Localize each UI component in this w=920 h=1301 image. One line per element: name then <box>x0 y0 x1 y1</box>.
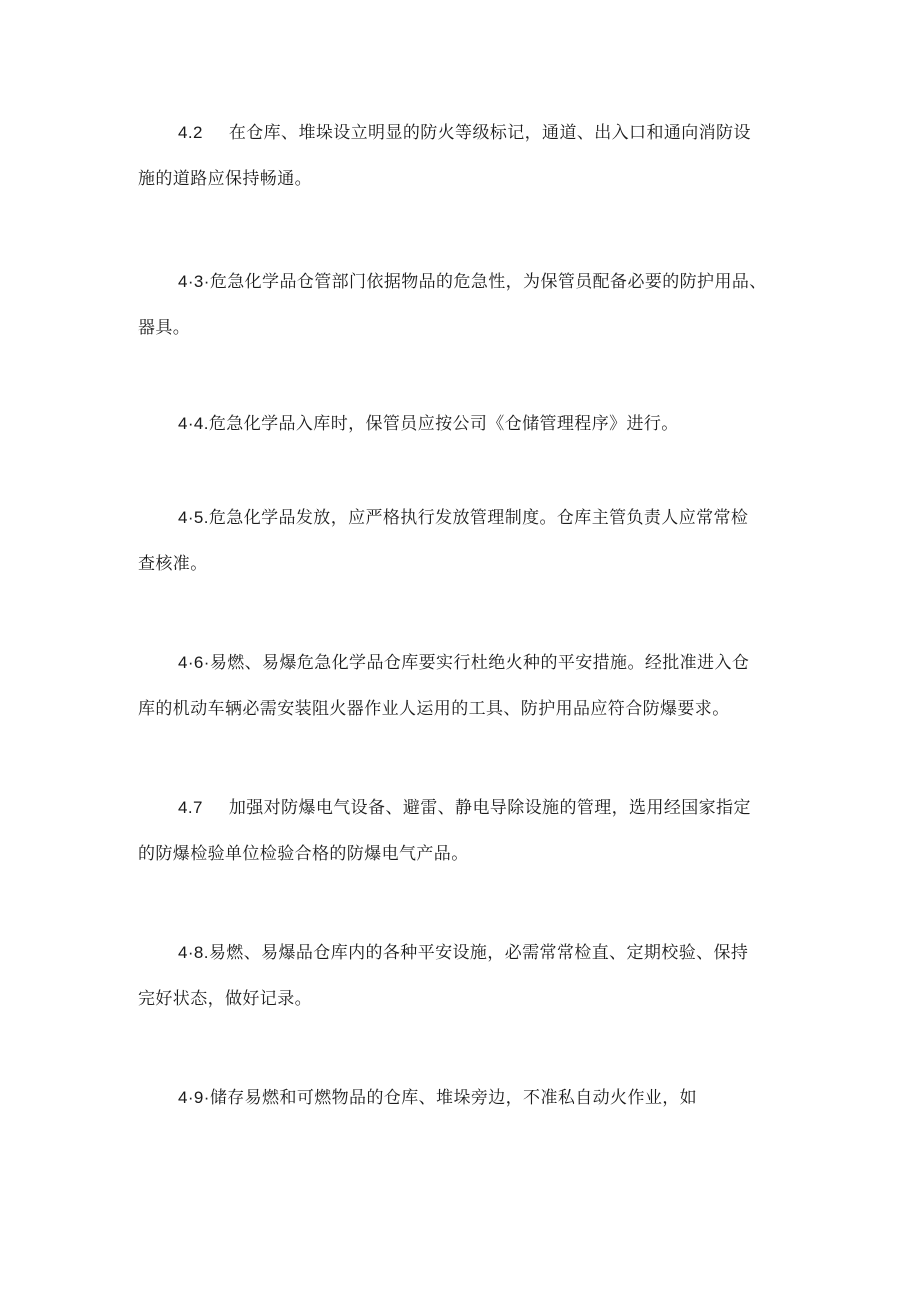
paragraph-4-6 <box>138 640 788 732</box>
paragraph-line <box>138 401 788 447</box>
paragraph-line: 器具。 <box>138 318 191 338</box>
clause-number: 4·8. <box>178 943 209 962</box>
clause-number: 4·5. <box>178 508 209 527</box>
paragraph-text: 危急化学品仓管部门依据物品的危急性，为保管员配备必要的防护用品、 <box>209 272 767 292</box>
paragraph-line: 完好状态，做好记录。 <box>138 989 312 1009</box>
paragraph-4-2 <box>138 110 788 202</box>
paragraph-text: 储存易燃和可燃物品的仓库、堆垛旁边，不准私自动火作业，如 <box>209 1088 698 1108</box>
paragraph-line <box>138 640 788 686</box>
paragraph-line <box>138 930 788 976</box>
paragraph-line <box>138 495 788 541</box>
paragraph-text: 加强对防爆电气设备、避雷、静电导除设施的管理，选用经国家指定 <box>228 798 751 818</box>
clause-number: 4·9· <box>178 1088 210 1107</box>
paragraph-4-8 <box>138 930 788 1022</box>
paragraph-text: 危急化学品入库时，保管员应按公司《仓储管理程序》进行。 <box>208 414 679 434</box>
paragraph-line: 查核准。 <box>138 554 208 574</box>
clause-number: 4·6· <box>178 653 210 672</box>
paragraph-line <box>138 785 788 831</box>
paragraph-text: 在仓库、堆垛设立明显的防火等级标记，通道、出入口和通向消防设 <box>228 123 751 143</box>
paragraph-line <box>138 1075 788 1121</box>
paragraph-4-5 <box>138 495 788 587</box>
paragraph-line: 施的道路应保持畅通。 <box>138 169 312 189</box>
clause-number: 4·4. <box>178 414 209 433</box>
clause-number: 4·3· <box>178 272 210 291</box>
paragraph-text: 危急化学品发放，应严格执行发放管理制度。仓库主管负责人应常常检 <box>208 508 749 528</box>
paragraph-line <box>138 259 788 305</box>
paragraph-4-7 <box>138 785 788 877</box>
paragraph-line <box>138 110 788 156</box>
paragraph-4-3 <box>138 259 788 351</box>
paragraph-4-9 <box>138 1075 788 1121</box>
paragraph-line: 的防爆检验单位检验合格的防爆电气产品。 <box>138 844 469 864</box>
clause-number: 4.2 <box>178 123 203 142</box>
paragraph-4-4 <box>138 401 788 447</box>
clause-number: 4.7 <box>178 798 203 817</box>
paragraph-line: 库的机动车辆必需安装阻火器作业人运用的工具、防护用品应符合防爆要求。 <box>138 699 730 719</box>
paragraph-text: 易燃、易爆危急化学品仓库要实行杜绝火种的平安措施。经批准进入仓 <box>209 653 750 673</box>
paragraph-text: 易燃、易爆品仓库内的各种平安设施，必需常常检直、定期校验、保持 <box>208 943 749 963</box>
